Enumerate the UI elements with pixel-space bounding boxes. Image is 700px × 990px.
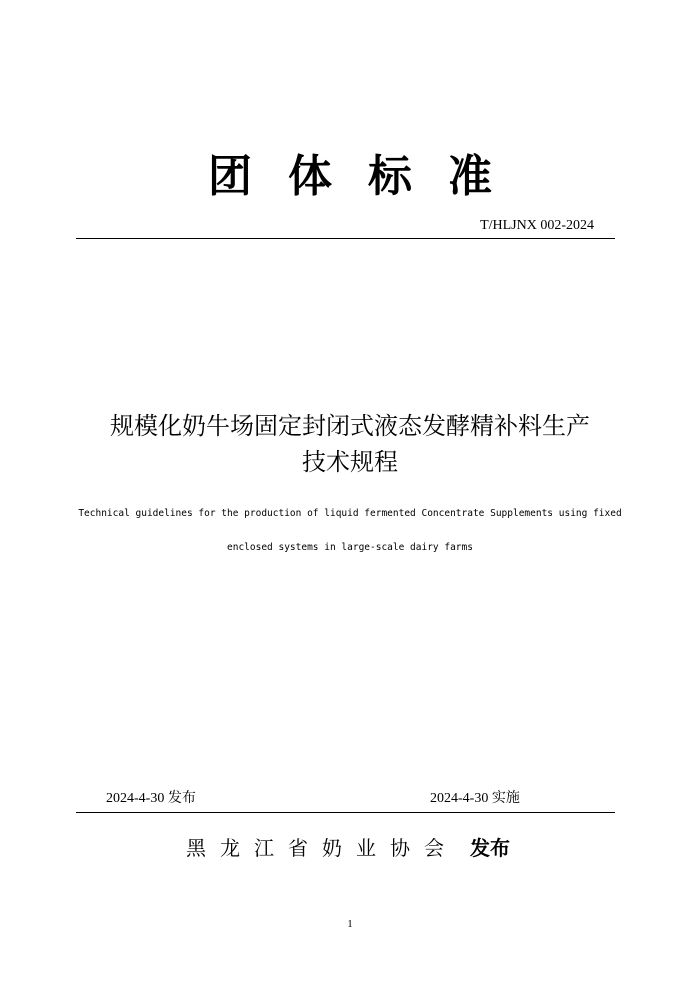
issued-label: 发布 bbox=[470, 836, 510, 860]
implementation-date: 2024-4-30 实施 bbox=[430, 791, 520, 806]
top-divider bbox=[76, 238, 615, 239]
page-number: 1 bbox=[347, 918, 353, 930]
bottom-divider bbox=[76, 812, 615, 813]
document-title-line-2: 技术规程 bbox=[302, 448, 398, 476]
english-title-line-1: Technical guidelines for the production of liquid fermented Concentrate Supplements using fixed bbox=[78, 508, 622, 519]
english-title-line-2: enclosed systems in large-scale dairy farms bbox=[227, 542, 473, 553]
issuing-organization: 黑龙江省奶业协会 bbox=[186, 836, 458, 860]
standard-code: T/HLJNX 002-2024 bbox=[480, 218, 594, 233]
document-title-line-1: 规模化奶牛场固定封闭式液态发酵精补料生产 bbox=[110, 412, 590, 440]
document-title bbox=[0, 408, 700, 480]
publish-date: 2024-4-30 发布 bbox=[106, 791, 196, 806]
standard-type-heading: 团体标准 bbox=[208, 151, 528, 202]
